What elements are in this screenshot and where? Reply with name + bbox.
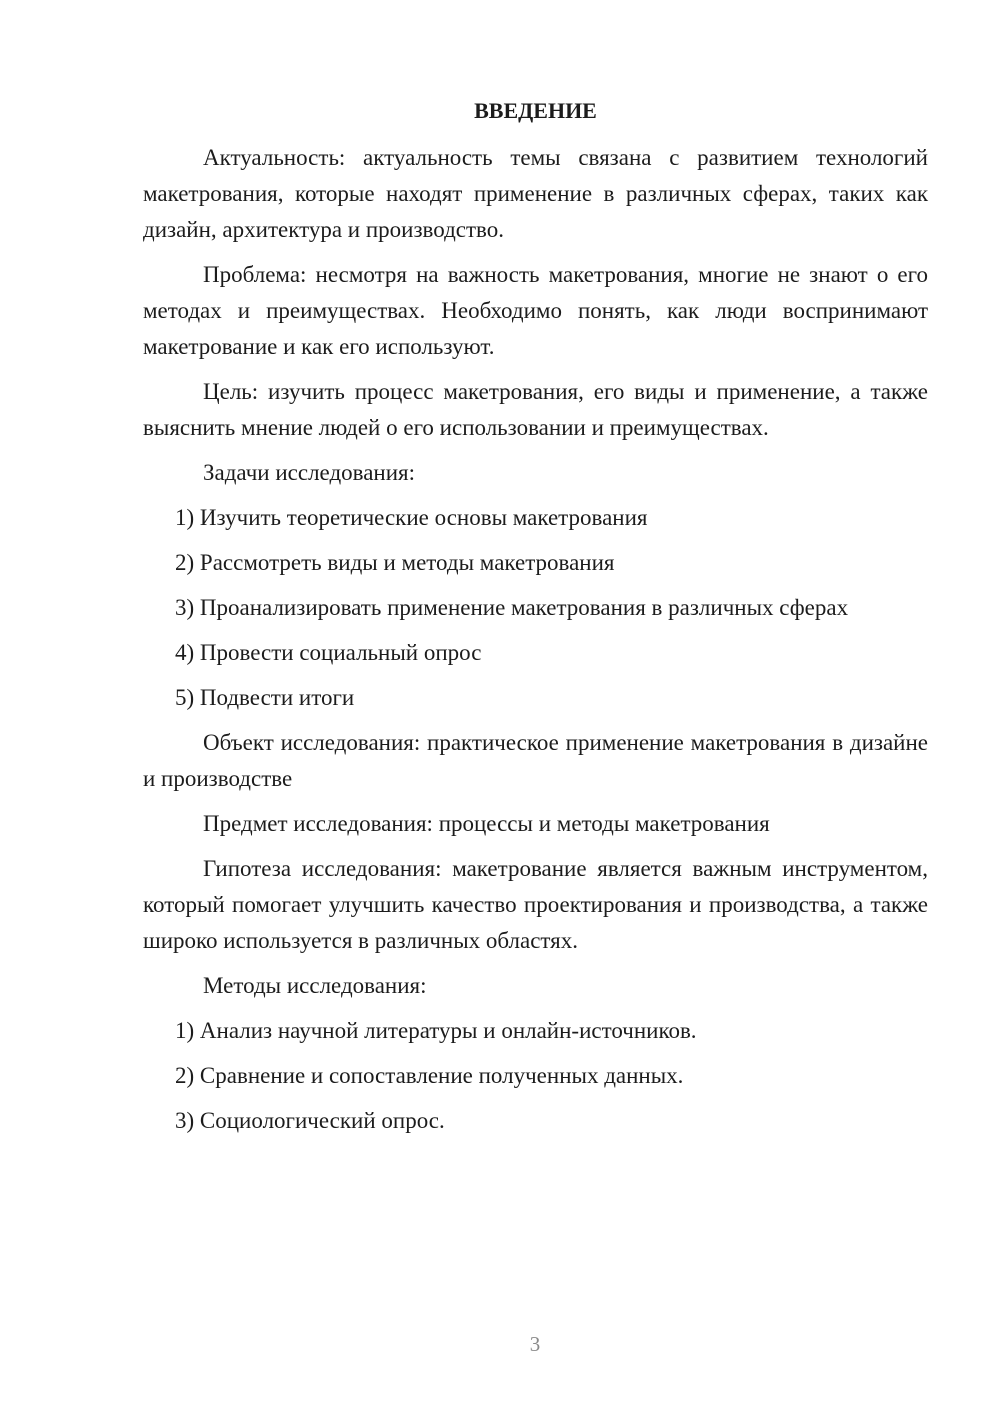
paragraph-object: Объект исследования: практическое применение макетрования в дизайне и производстве xyxy=(143,730,928,791)
method-item-1: 1) Анализ научной литературы и онлайн-источников. xyxy=(175,1018,697,1043)
paragraph-subject: Предмет исследования: процессы и методы макетрования xyxy=(203,811,770,836)
paragraph-problem: Проблема: несмотря на важность макетрования, многие не знают о его методах и преимуществах. Необходимо понять, как люди воспринимают макетрование и как его используют. xyxy=(143,262,928,359)
task-item-4: 4) Провести социальный опрос xyxy=(175,640,482,665)
page-number: 3 xyxy=(529,1332,541,1356)
page-title: ВВЕДЕНИЕ xyxy=(474,98,597,123)
paragraph-goal: Цель: изучить процесс макетрования, его виды и применение, а также выяснить мнение людей о его использовании и преимуществах. xyxy=(143,379,928,440)
paragraph-relevance: Актуальность: актуальность темы связана с развитием технологий макетрования, которые находят применение в различных сферах, таких как дизайн, архитектура и производство. xyxy=(143,145,928,242)
tasks-heading: Задачи исследования: xyxy=(203,460,416,485)
task-item-3: 3) Проанализировать применение макетрования в различных сферах xyxy=(175,595,849,620)
methods-heading: Методы исследования: xyxy=(203,973,427,998)
page-content xyxy=(143,96,928,1148)
paragraph-hypothesis: Гипотеза исследования: макетрование является важным инструментом, который помогает улучшить качество проектирования и производства, а также широко используется в различных областях. xyxy=(143,856,928,953)
task-item-5: 5) Подвести итоги xyxy=(175,685,355,710)
task-item-1: 1) Изучить теоретические основы макетрования xyxy=(175,505,648,530)
method-item-3: 3) Социологический опрос. xyxy=(175,1108,445,1133)
task-item-2: 2) Рассмотреть виды и методы макетрования xyxy=(175,550,615,575)
method-item-2: 2) Сравнение и сопоставление полученных данных. xyxy=(175,1063,684,1088)
